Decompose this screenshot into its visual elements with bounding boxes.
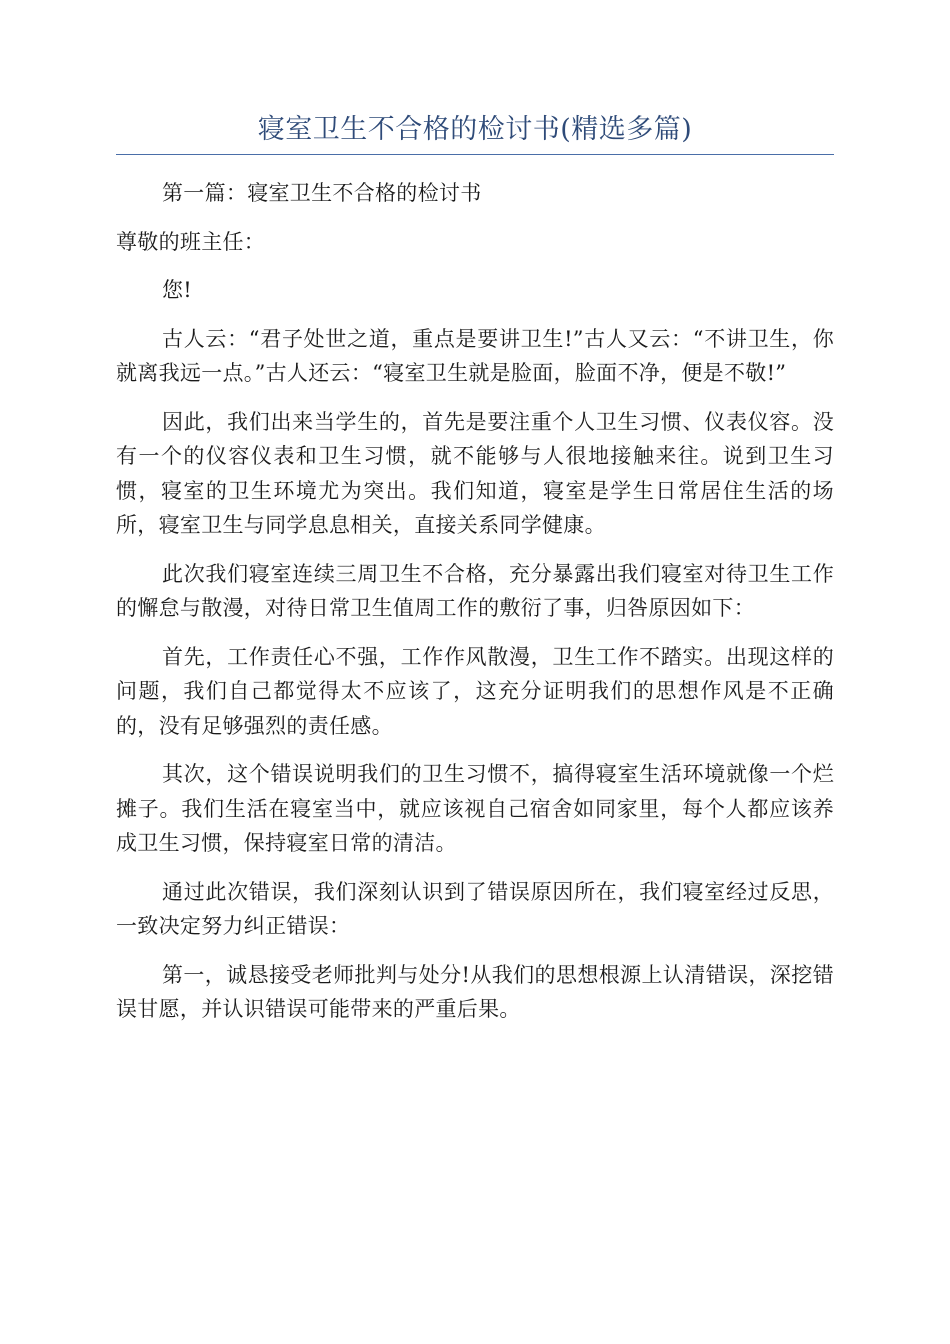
section-heading: 第一篇：寝室卫生不合格的检讨书: [162, 181, 482, 205]
body-paragraph: 首先，工作责任心不强，工作作风散漫，卫生工作不踏实。出现这样的问题，我们自己都觉得太不应该了，这充分证明我们的思想作风是不正确的，没有足够强烈的责任感。: [116, 644, 834, 738]
body-paragraph: 其次，这个错误说明我们的卫生习惯不，搞得寝室生活环境就像一个烂摊子。我们生活在寝室当中，就应该视自己宿舍如同家里，每个人都应该养成卫生习惯，保持寝室日常的清洁。: [116, 762, 834, 855]
body-paragraph: 古人云：“君子处世之道，重点是要讲卫生!”古人又云：“不讲卫生，你就离我远一点。”古人还云：“寝室卫生就是脸面，脸面不净，便是不敬!”: [116, 326, 834, 385]
document-title: 寝室卫生不合格的检讨书(精选多篇): [257, 114, 693, 145]
title-underline: [116, 154, 834, 155]
body-paragraph: 此次我们寝室连续三周卫生不合格，充分暴露出我们寝室对待卫生工作的懈怠与散漫，对待日常卫生值周工作的敷衍了事，归咎原因如下：: [116, 561, 834, 620]
body-paragraph: 通过此次错误，我们深刻认识到了错误原因所在，我们寝室经过反思，一致决定努力纠正错误：: [116, 879, 834, 938]
greeting: 您!: [162, 278, 193, 302]
body-paragraph: 第一，诚恳接受老师批判与处分!从我们的思想根源上认清错误，深挖错误甘愿，并认识错误可能带来的严重后果。: [116, 962, 834, 1021]
salutation: 尊敬的班主任：: [116, 229, 266, 254]
body-paragraph: 因此，我们出来当学生的，首先是要注重个人卫生习惯、仪表仪容。没有一个的仪容仪表和卫生习惯，就不能够与人很地接触来往。说到卫生习惯，寝室的卫生环境尤为突出。我们知道，寝室是学生日常居住生活的场所，寝室卫生与同学息息相关，直接关系同学健康。: [116, 409, 834, 537]
document-body: [116, 176, 834, 1041]
